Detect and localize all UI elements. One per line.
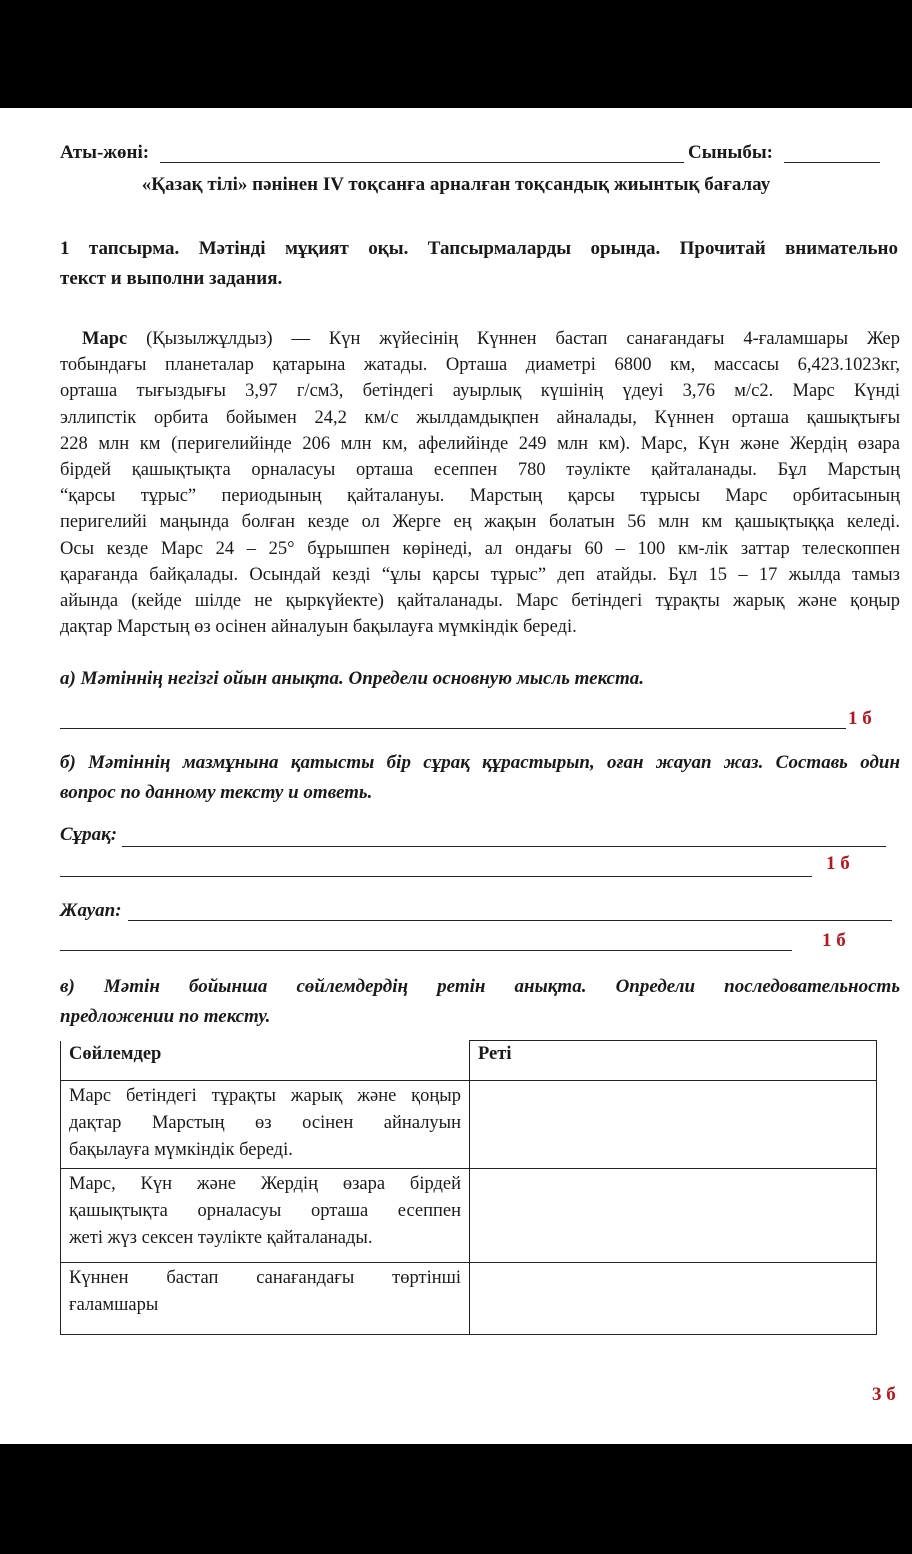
sentence-line: жеті жүз сексен тәулікте қайталанады. [69,1228,373,1248]
question-v-line1: в) Мәтін бойынша сөйлемдердің ретін анықта. Определи последовательность [60,976,900,997]
header-row [60,142,880,168]
sentence-line: қашықтықта орналасуы орташа есеппен [69,1201,461,1221]
sentences-header: Сөйлемдер [61,1041,470,1081]
name-field-line[interactable] [160,162,684,163]
sentence-line: Марс бетіндегі тұрақты жарық және қоңыр [69,1086,461,1106]
table-row [61,1169,877,1263]
table-row [61,1263,877,1335]
sentence-line: Марс, Күн және Жердің өзара бірдей [69,1174,461,1194]
sentence-cell [61,1081,470,1169]
page-title: «Қазақ тілі» пәнінен IV тоқсанға арналған тоқсандық жиынтық бағалау [141,174,771,195]
passage-line: эллипстік орбита бойымен 24,2 км/с жылдамдықпен айналады, Күннен орташа қашықтығы [60,407,900,428]
class-label: Сыныбы: [688,142,773,163]
table-row [61,1081,877,1169]
passage-line: 228 млн км (перигелийінде 206 млн км, афелийінде 249 млн км). Марс, Күн және Жердің өзара [60,433,900,454]
sentence-cell [61,1169,470,1263]
passage-line: тобындағы планеталар қатарына жатады. Орташа диаметрі 6800 км, массасы 6,423.1023кг, [60,355,900,376]
answer-score: 1 б [822,930,846,951]
answer-label: Жауап: [60,900,122,921]
question-v-line2: предложении по тексту. [60,1006,271,1027]
answer-a-line[interactable] [60,728,846,729]
question-b-line2: вопрос по данному тексту и ответь. [60,782,373,803]
question-line-2[interactable] [60,876,812,877]
order-cell[interactable] [470,1081,877,1169]
passage-lead-rest: (Қызылжұлдыз) — Күн жүйесінің Күннен бастап санағандағы 4-ғаламшары Жер [127,329,900,349]
task1-line1: 1 тапсырма. Мәтінді мұқият оқы. Тапсырмаларды орында. Прочитай внимательно [60,238,898,259]
total-score: 3 б [872,1384,896,1405]
order-cell[interactable] [470,1169,877,1263]
question-a-text: а) Мәтіннің негізгі ойын анықта. Определи основную мысль текста. [60,668,644,689]
passage-line: дақтар Марстың өз осінен айналуын бақылауға мүмкіндік береді. [60,617,577,638]
question-b-text [60,748,900,808]
passage-line [60,326,900,352]
answer-line-1[interactable] [128,920,892,921]
question-line-1[interactable] [122,846,886,847]
sentence-line: Күннен бастап санағандағы төртінші [69,1268,461,1288]
passage-line: “қарсы тұрыс” периодының қайталануы. Марстың қарсы тұрысы Марс орбитасының [60,486,900,507]
mars-passage [60,326,900,640]
question-v-text [60,972,900,1032]
sentence-line: ғаламшары [69,1295,159,1315]
question-a-score: 1 б [848,708,872,729]
passage-line: орташа тығыздығы 3,97 г/см3, бетіндегі ауырлық күшінің үдеуі 3,76 м/с2. Марс Күнді [60,381,900,402]
question-label: Сұрақ: [60,824,118,845]
order-header: Реті [470,1041,877,1081]
passage-line: бірдей қашықтықта орналасуы орташа есеппен 780 тәулікте қайталанады. Бұл Марстың [60,460,900,481]
order-cell[interactable] [470,1263,877,1335]
passage-line: айында (кейде шілде не қыркүйекте) қайталанады. Марс бетіндегі тұрақты жарық және қоңыр [60,591,900,612]
task1-line2: текст и выполни задания. [60,268,283,289]
sentence-line: дақтар Марстың өз осінен айналуын [69,1113,461,1133]
worksheet-page [0,108,912,1444]
name-label: Аты-жөні: [60,142,150,163]
class-field-line[interactable] [784,162,880,163]
passage-lead-bold: Марс [82,329,128,349]
sentence-line: бақылауға мүмкіндік береді. [69,1140,293,1160]
answer-line-2[interactable] [60,950,792,951]
sentence-cell [61,1263,470,1335]
task1-heading [60,234,898,294]
table-header-row [61,1041,877,1081]
question-b-line1: б) Мәтіннің мазмұнына қатысты бір сұрақ құрастырып, оған жауап жаз. Составь один [60,752,900,773]
question-score: 1 б [826,853,850,874]
passage-line: Осы кезде Марс 24 – 25° бұрышпен көрінеді, ал ондағы 60 – 100 км-лік заттар телескоппен [60,538,900,559]
sentence-order-table [60,1040,877,1335]
passage-line: қарағанда байқалады. Осындай кезді “ұлы қарсы тұрыс” деп атайды. Бұл 15 – 17 жылда тамыз [60,564,900,585]
passage-line: перигелийі маңында болған кезде ол Жерге ең жақын болатын 56 млн км қашықтыққа келеді. [60,512,900,533]
